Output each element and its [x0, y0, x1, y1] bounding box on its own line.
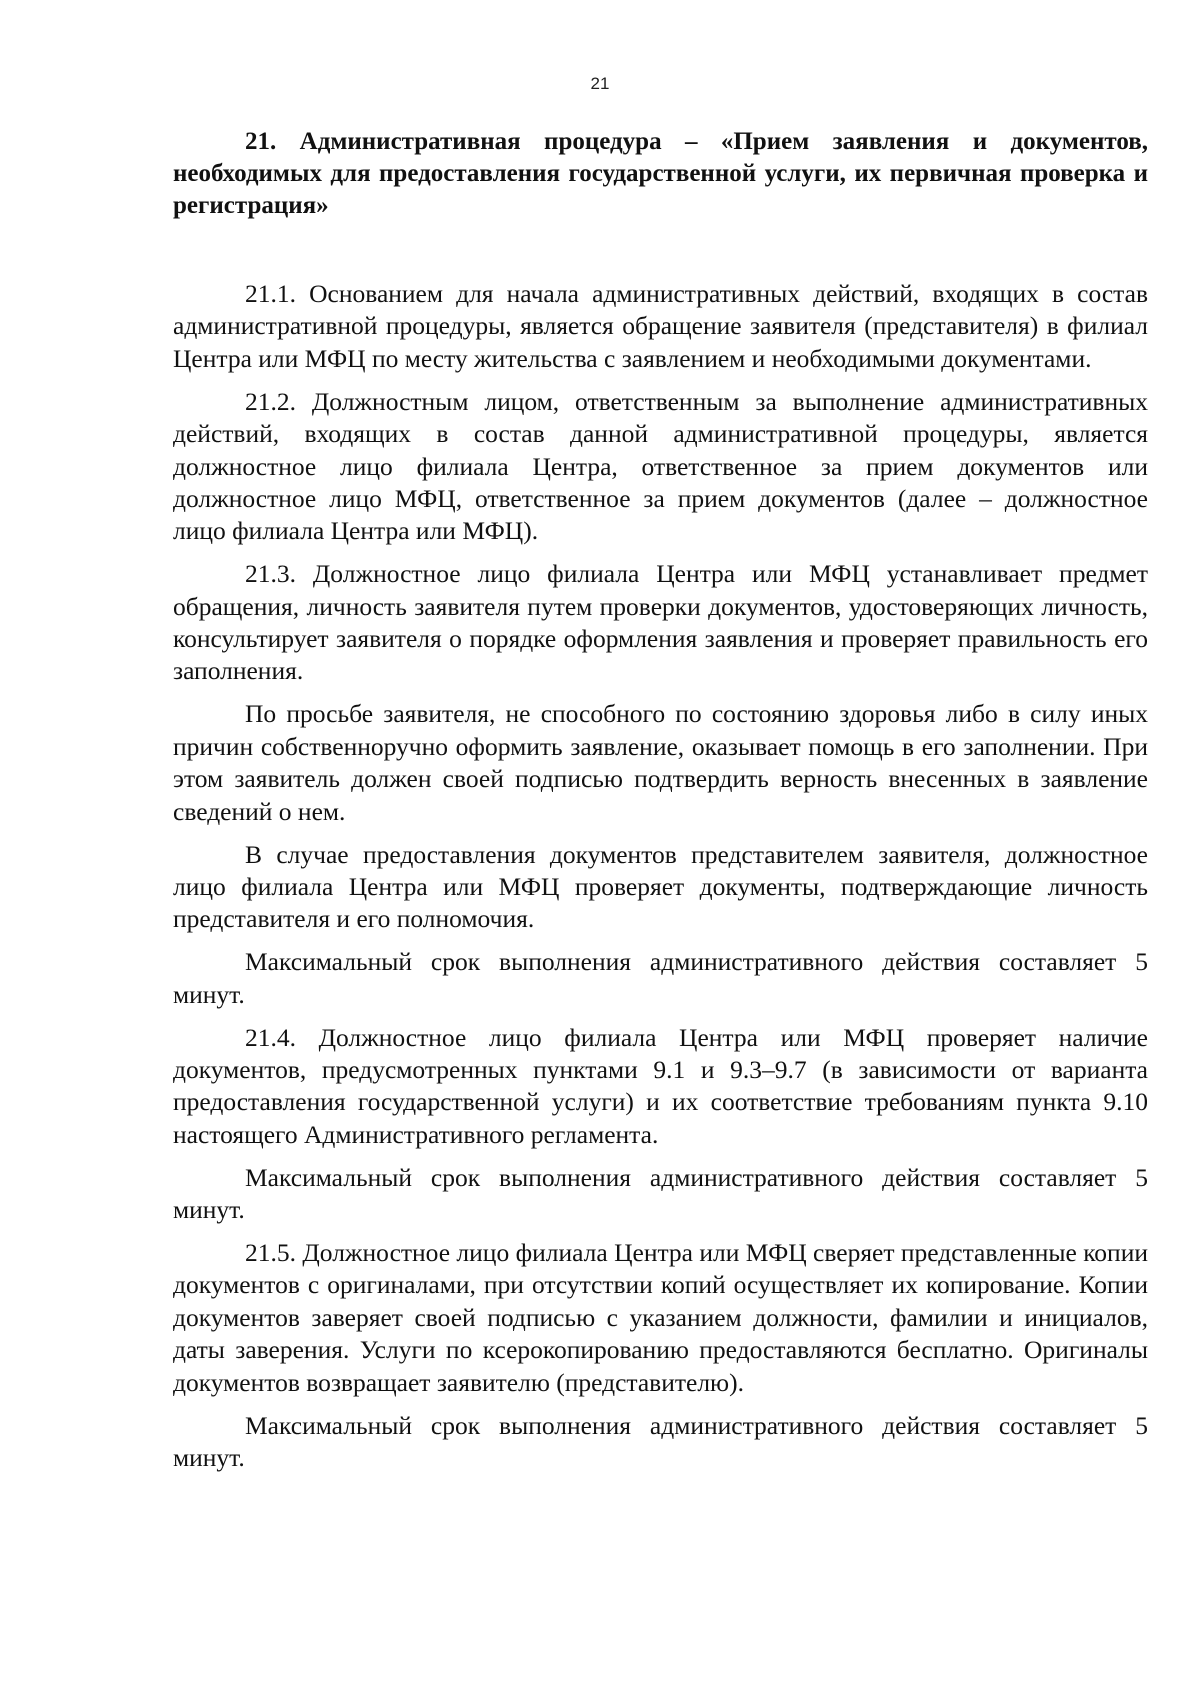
- document-body: [173, 126, 1148, 1485]
- paragraph-assistance: По просьбе заявителя, не способного по состоянию здоровья либо в силу иных причин собственноручно оформить заявление, оказывает помощь в его заполнении. При этом заявитель должен своей подписью подтвердить верность внесенных в заявление сведений о нем.: [173, 699, 1148, 826]
- paragraph-21-3: 21.3. Должностное лицо филиала Центра или МФЦ устанавливает предмет обращения, личность заявителя путем проверки документов, удостоверяющих личность, консультирует заявителя о порядке оформления заявления и проверяет правильность его заполнения.: [173, 559, 1148, 686]
- paragraph-max-time-1: Максимальный срок выполнения административного действия составляет 5 минут.: [173, 947, 1148, 1009]
- paragraph-21-2: 21.2. Должностным лицом, ответственным за выполнение административных действий, входящих в состав данной административной процедуры, является должностное лицо филиала Центра, ответственное за прием документов или должностное лицо МФЦ, ответственное за прием документов (далее – должностное лицо филиала Центра или МФЦ).: [173, 386, 1148, 546]
- paragraph-21-5: 21.5. Должностное лицо филиала Центра или МФЦ сверяет представленные копии документов с оригиналами, при отсутствии копий осуществляет их копирование. Копии документов заверяет своей подписью с указанием должности, фамилии и инициалов, даты заверения. Услуги по ксерокопированию предоставляются бесплатно. Оригиналы документов возвращает заявителю (представителю).: [173, 1237, 1148, 1397]
- paragraph-representative: В случае предоставления документов представителем заявителя, должностное лицо филиала Центра или МФЦ проверяет документы, подтверждающие личность представителя и его полномочия.: [173, 839, 1148, 934]
- paragraph-max-time-3: Максимальный срок выполнения административного действия составляет 5 минут.: [173, 1410, 1148, 1472]
- paragraph-max-time-2: Максимальный срок выполнения административного действия составляет 5 минут.: [173, 1162, 1148, 1225]
- section-heading: 21. Административная процедура – «Прием заявления и документов, необходимых для предоставления государственной услуги, их первичная проверка и регистрация»: [173, 128, 1148, 219]
- paragraph-21-1: 21.1. Основанием для начала административных действий, входящих в состав административной процедуры, является обращение заявителя (представителя) в филиал Центра или МФЦ по месту жительства с заявлением и необходимыми документами.: [173, 279, 1148, 373]
- paragraph-21-4: 21.4. Должностное лицо филиала Центра или МФЦ проверяет наличие документов, предусмотренных пунктами 9.1 и 9.3–9.7 (в зависимости от варианта предоставления государственной услуги) и их соответствие требованиям пункта 9.10 настоящего Административного регламента.: [173, 1022, 1148, 1149]
- page-number: 21: [590, 74, 610, 93]
